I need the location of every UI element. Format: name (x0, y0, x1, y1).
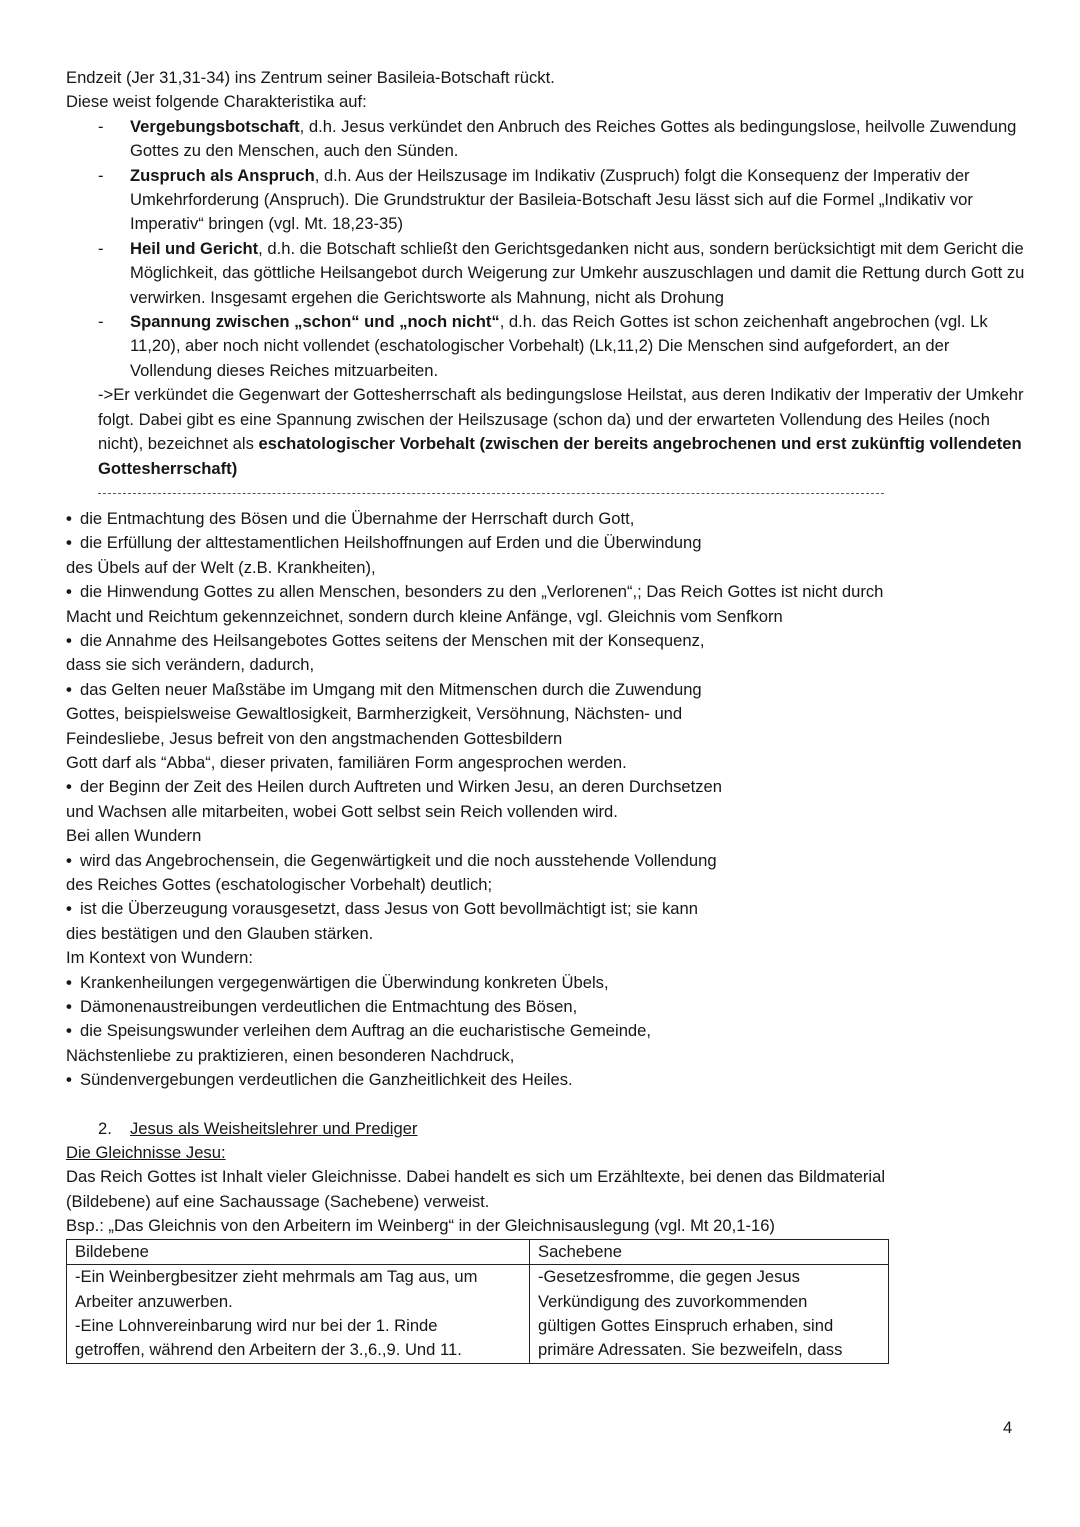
list-item: • das Gelten neuer Maßstäbe im Umgang mit den Mitmenschen durch die Zuwendung Gottes, beispielsweise Gewaltlosigkeit, Barmherzigkeit, Versöhnung, Nächsten- und Feindesliebe, Jesus befreit von den angstmachenden Gottesbildern Gott darf als “Abba“, dieser privaten, familiären Form angesprochen werden. (66, 678, 1026, 776)
table-header: Bildebene (67, 1239, 530, 1264)
term: Heil und Gericht (130, 238, 259, 258)
bullet-list-wunder (66, 849, 1026, 947)
paragraph: Das Reich Gottes ist Inhalt vieler Gleichnisse. Dabei handelt es sich um Erzähltexte, bei denen das Bildmaterial (Bildebene) auf eine Sachaussage (Sachebene) verweist. (66, 1167, 886, 1211)
table-row (67, 1265, 889, 1364)
list-item: - Vergebungsbotschaft, d.h. Jesus verkündet den Anbruch des Reiches Gottes als bedingungslose, heilvolle Zuwendung Gottes zu den Menschen, auch den Sünden. (66, 115, 1026, 164)
spacer (66, 1093, 1026, 1117)
list-item: - Zuspruch als Anspruch, d.h. Aus der Heilszusage im Indikativ (Zuspruch) folgt die Konsequenz der Imperativ der Umkehrforderung (Anspruch). Die Grundstruktur der Basileia-Botschaft Jesu lässt sich auf die Formel „Indikativ vor Imperativ“ bringen (vgl. Mt. 18,23-35) (66, 164, 1026, 237)
list-item: • die Hinwendung Gottes zu allen Menschen, besonders zu den „Verlorenen“,; Das Reich Gottes ist nicht durch Macht und Reichtum gekennzeichnet, sondern durch kleine Anfänge, vgl. Gleichnis vom Senfkorn (66, 580, 1026, 629)
dashed-divider (98, 493, 884, 494)
table-header-row (67, 1239, 889, 1264)
term: Zuspruch als Anspruch (130, 165, 315, 185)
comparison-table (66, 1239, 889, 1364)
list-item: • die Erfüllung der alttestamentlichen Heilshoffnungen auf Erden und die Überwindung des Übels auf der Welt (z.B. Krankheiten), (66, 531, 1026, 580)
list-item: • Dämonenaustreibungen verdeutlichen die Entmachtung des Bösen, (66, 995, 1026, 1019)
page-number: 4 (1003, 1418, 1013, 1437)
subsection-heading: Die Gleichnisse Jesu: (66, 1143, 226, 1163)
list-item: - Spannung zwischen „schon“ und „noch nicht“, d.h. das Reich Gottes ist schon zeichenhaft angebrochen (vgl. Lk 11,20), aber noch nicht vollendet (eschatologischer Vorbehalt) (Lk,11,2) Die Menschen sind aufgefordert, an der Vollendung dieses Reiches mitzuarbeiten. (66, 310, 1026, 383)
intro-line: Diese weist folgende Charakteristika auf: (66, 92, 367, 112)
term: Spannung zwischen „schon“ und „noch nicht“ (130, 312, 500, 332)
summary-paragraph: ->Er verkündet die Gegenwart der Gottesherrschaft als bedingungslose Heilstat, aus deren Indikativ der Imperativ der Umkehr folgt. Dabei gibt es eine Spannung zwischen der Heilszusage (schon da) und der erwarteten Vollendung des Heiles (noch nicht), bezeichnet als eschatologischer Vorbehalt (zwischen der bereits angebrochenen und erst zukünftig vollendeten Gottesherrschaft) (98, 385, 1024, 478)
term: Vergebungsbotschaft (130, 116, 300, 136)
list-item: • die Speisungswunder verleihen dem Auftrag an die eucharistische Gemeinde, Nächstenliebe zu praktizieren, einen besonderen Nachdruck, (66, 1019, 1026, 1068)
list-item: • die Annahme des Heilsangebotes Gottes seitens der Menschen mit der Konsequenz, dass sie sich verändern, dadurch, (66, 629, 1026, 678)
intro-line: Endzeit (Jer 31,31-34) ins Zentrum seiner Basileia-Botschaft rückt. (66, 68, 555, 87)
kontext-intro: Im Kontext von Wundern: (66, 948, 253, 968)
list-item: • der Beginn der Zeit des Heilen durch Auftreten und Wirken Jesu, an deren Durchsetzen und Wachsen alle mitarbeiten, wobei Gott selbst sein Reich vollenden wird. (66, 775, 1026, 824)
section-heading: 2. Jesus als Weisheitslehrer und Prediger (98, 1118, 418, 1138)
list-item: - Heil und Gericht, d.h. die Botschaft schließt den Gerichtsgedanken nicht aus, sondern berücksichtigt mit dem Gericht die Möglichkeit, das göttliche Heilsangebot durch Weigerung zur Umkehr auszuschlagen und damit die Rettung durch Gott zu verwirken. Insgesamt ergehen die Gerichtsworte als Mahnung, nicht als Drohung (66, 237, 1026, 310)
list-item: • wird das Angebrochensein, die Gegenwärtigkeit und die noch ausstehende Vollendung des Reiches Gottes (eschatologischer Vorbehalt) deutlich; (66, 849, 1026, 898)
page-content (66, 66, 1026, 1364)
wunder-intro: Bei allen Wundern (66, 826, 202, 846)
list-item: • ist die Überzeugung vorausgesetzt, dass Jesus von Gott bevollmächtigt ist; sie kann dies bestätigen und den Glauben stärken. (66, 897, 1026, 946)
bullet-list-reich-gottes (66, 507, 1026, 824)
example-line: Bsp.: „Das Gleichnis von den Arbeitern im Weinberg“ in der Gleichnisauslegung (vgl. Mt 20,1-16) (66, 1216, 775, 1236)
table-cell: -Ein Weinbergbesitzer zieht mehrmals am Tag aus, um Arbeiter anzuwerben. -Eine Lohnvereinbarung wird nur bei der 1. Rinde getroffen, während den Arbeitern der 3.,6.,9. Und 11. (67, 1265, 530, 1364)
list-item: • Krankenheilungen vergegenwärtigen die Überwindung konkreten Übels, (66, 971, 1026, 995)
list-item: • Sündenvergebungen verdeutlichen die Ganzheitlichkeit des Heiles. (66, 1068, 1026, 1092)
list-item: • die Entmachtung des Bösen und die Übernahme der Herrschaft durch Gott, (66, 507, 1026, 531)
characteristics-list (66, 115, 1026, 383)
table-header: Sachebene (530, 1239, 889, 1264)
bullet-list-kontext (66, 971, 1026, 1093)
table-cell: -Gesetzesfromme, die gegen Jesus Verkündigung des zuvorkommenden gültigen Gottes Einspruch erhaben, sind primäre Adressaten. Sie bezweifeln, dass (530, 1265, 889, 1364)
